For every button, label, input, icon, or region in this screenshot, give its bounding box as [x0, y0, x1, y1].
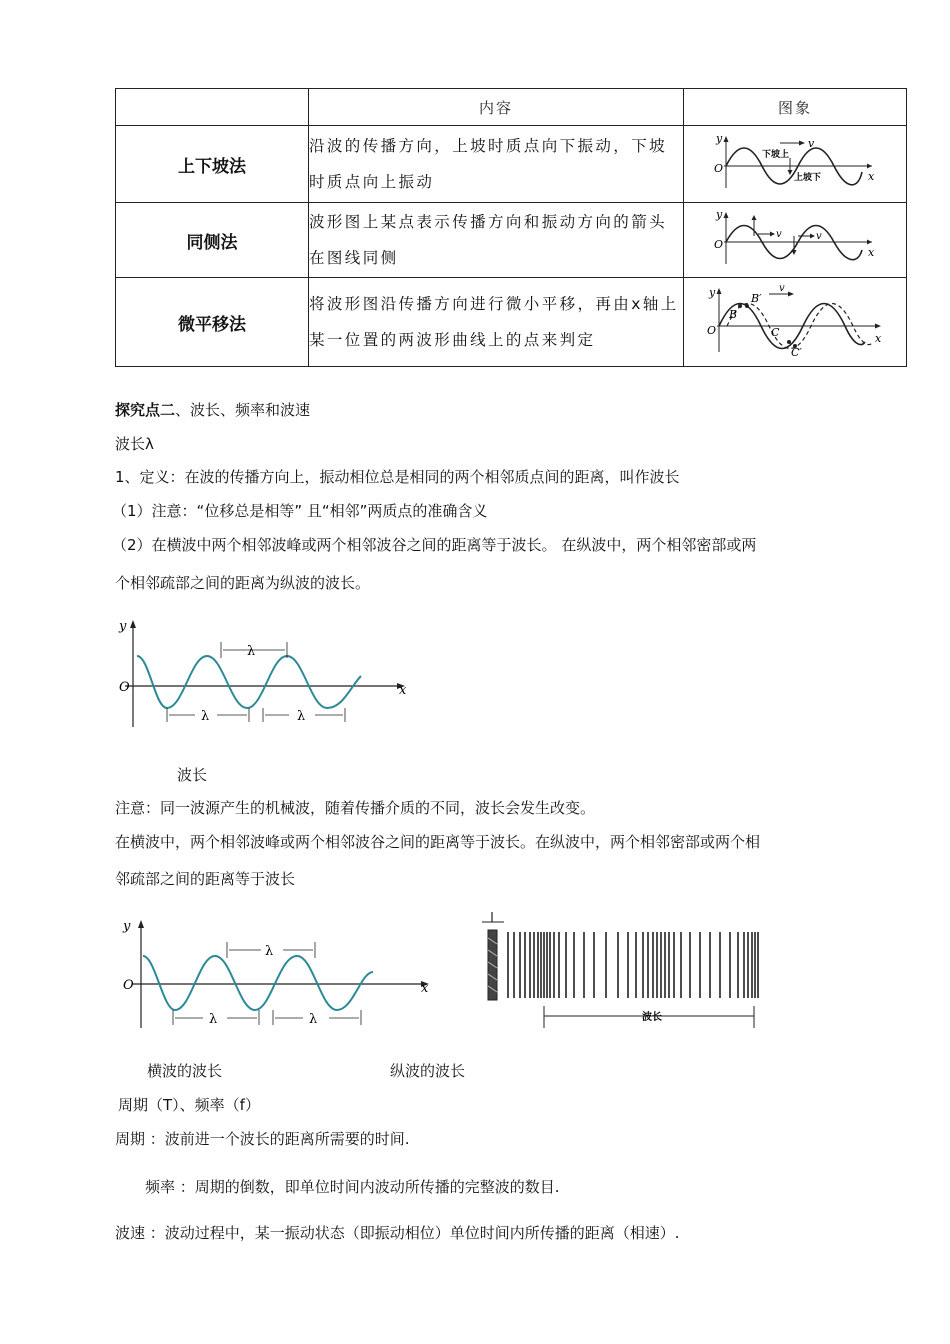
transverse-wave-figure-1 [115, 612, 415, 737]
method-content: 波形图上某点表示传播方向和振动方向的箭头在图线同侧 [309, 203, 684, 278]
compression-bars [508, 932, 758, 998]
velocity-label: v [808, 137, 815, 150]
y-axis-label: y [708, 286, 715, 299]
velocity-label: v [778, 283, 785, 294]
period-frequency-heading: 周期（T）、频率（f） [118, 1096, 260, 1114]
table-row [116, 203, 907, 278]
paragraph-line-2: 邻疏部之间的距离等于波长 [115, 870, 296, 888]
wave-curve [137, 656, 361, 708]
origin-label: O [123, 978, 134, 993]
note-2-line-1: （2）在横波中两个相邻波峰或两个相邻波谷之间的距离等于波长。 在纵波中，两个相邻密部或两 [112, 536, 757, 554]
method-content: 沿波的传播方向，上坡时质点向下振动，下坡时质点向上振动 [309, 126, 684, 203]
y-axis-label: y [119, 619, 127, 634]
velocity-label: v [776, 229, 782, 240]
translation-diagram [703, 282, 888, 358]
method-figure [684, 203, 907, 278]
header-empty [116, 89, 309, 126]
upslope-label: 上坡下 [794, 173, 822, 183]
figure-2-caption-right: 纵波的波长 [390, 1062, 466, 1080]
velocity-label: v [816, 231, 822, 242]
table-row [116, 278, 907, 367]
downslope-label: 下坡上 [762, 150, 790, 160]
paragraph-line-1: 在横波中，两个相邻波峰或两个相邻波谷之间的距离等于波长。在纵波中，两个相邻密部或两个相 [115, 833, 761, 851]
method-table [115, 88, 907, 367]
table-header-row [116, 89, 907, 126]
y-axis-label: y [716, 132, 723, 145]
lambda-label: λ [265, 944, 274, 959]
origin-label: O [119, 680, 130, 695]
note-2-line-2: 个相邻疏部之间的距离为纵波的波长。 [115, 574, 371, 592]
longitudinal-wave-figure [478, 910, 768, 1035]
frequency-definition: 频率 ：周期的倒数，即单位时间内波动所传播的完整波的数目. [145, 1178, 560, 1196]
origin-label: O [706, 324, 716, 337]
note-1: （1）注意：“位移总是相等” 且“相邻”两质点的准确含义 [112, 502, 488, 520]
lambda-label: λ [309, 1012, 318, 1027]
method-figure [684, 278, 907, 367]
point-b-prime-label: B′ [750, 292, 762, 305]
method-name: 同侧法 [116, 203, 309, 278]
period-definition: 周期 ：波前进一个波长的距离所需要的时间. [115, 1130, 410, 1148]
slope-method-diagram [710, 132, 880, 192]
section-title-bold: 探究点二 [115, 401, 176, 419]
table-row [116, 126, 907, 203]
wave-speed-definition: 波速 ：波动过程中，某一振动状态（即振动相位）单位时间内所传播的距离（相速）. [115, 1224, 680, 1242]
x-axis-label: x [874, 332, 881, 345]
section-title-rest: 、波长、频率和波速 [175, 401, 311, 419]
point-c-label: C [770, 326, 779, 339]
method-name: 上下坡法 [116, 126, 309, 203]
lambda-label: λ [247, 644, 256, 659]
figure-1-caption: 波长 [177, 766, 208, 784]
x-axis-label: x [399, 683, 407, 698]
lambda-label: λ [209, 1012, 218, 1027]
section-title [115, 399, 310, 420]
wave-curve [143, 956, 373, 1010]
x-axis-label: x [421, 981, 429, 996]
note-3: 注意：同一波源产生的机械波，随着传播介质的不同，波长会发生改变。 [115, 799, 596, 817]
origin-label: O [714, 162, 724, 175]
method-name: 微平移法 [116, 278, 309, 367]
wavelength-heading: 波长λ [115, 435, 154, 453]
figure-2-caption-left: 横波的波长 [147, 1062, 223, 1080]
header-content: 内容 [309, 89, 684, 126]
lambda-label: λ [297, 709, 306, 724]
origin-label: O [714, 238, 724, 251]
method-content: 将波形图沿传播方向进行微小平移，再由x轴上某一位置的两波形曲线上的点来判定 [309, 278, 684, 367]
wavelength-definition: 1、定义：在波的传播方向上，振动相位总是相同的两个相邻质点间的距离，叫作波长 [115, 468, 680, 486]
same-side-diagram [710, 208, 880, 268]
point-c-prime-label: C′ [790, 346, 802, 358]
long-wavelength-label: 波长 [642, 1012, 662, 1023]
x-axis-label: x [868, 246, 875, 259]
transverse-wave-figure-2 [115, 910, 435, 1035]
method-figure [684, 126, 907, 203]
point-b-label: B [728, 308, 737, 321]
y-axis-label: y [716, 208, 723, 221]
header-figure: 图象 [684, 89, 907, 126]
lambda-label: λ [201, 709, 210, 724]
x-axis-label: x [868, 170, 875, 183]
y-axis-label: y [123, 919, 131, 934]
